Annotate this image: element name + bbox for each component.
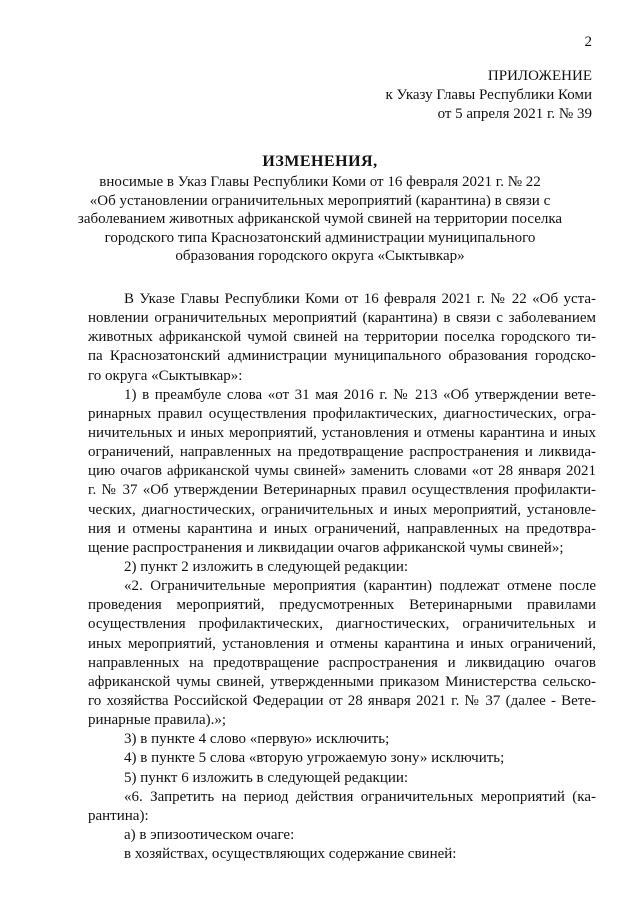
body-line: проведения мероприятий, предусмотренных Ветеринарными правилами bbox=[88, 597, 596, 614]
body-line: В Указе Главы Республики Коми от 16 февраля 2021 г. № 22 «Об уста- bbox=[124, 291, 596, 307]
body-line: а) в эпизоотическом очаге: bbox=[124, 826, 295, 843]
document-title: ИЗМЕНЕНИЯ, bbox=[262, 153, 378, 170]
appendix-line: к Указу Главы Республики Коми bbox=[385, 87, 592, 103]
body-line: ринарные правила).»; bbox=[88, 712, 227, 729]
body-line: направленных на предотвращение распространения и ликвидацию очагов bbox=[88, 654, 596, 671]
body-line: «6. Запретить на период действия ограничительных мероприятий (ка- bbox=[124, 788, 596, 805]
body-line: иных мероприятий, установления и отмены карантина и иных ограничений, bbox=[88, 635, 596, 652]
document-body bbox=[88, 290, 596, 864]
body-line: 2) пункт 2 изложить в следующей редакции: bbox=[124, 558, 409, 575]
body-line: щение распространения и ликвидации очагов африканской чумы свиней»; bbox=[88, 539, 564, 556]
body-line: па Краснозатонский администрации муниципального образования городско- bbox=[88, 348, 596, 365]
body-line: 4) в пункте 5 слова «вторую угрожаемую зону» исключить; bbox=[124, 750, 505, 767]
body-line: ничительных и иных мероприятий, установления и отмены карантина и иных bbox=[88, 424, 596, 441]
body-line: африканской чумы свиней, утвержденными приказом Министерства сельско- bbox=[88, 673, 596, 690]
subtitle-line: образования городского округа «Сыктывкар» bbox=[175, 248, 465, 264]
page-number: 2 bbox=[584, 34, 592, 50]
document-subtitle bbox=[70, 173, 570, 266]
subtitle-line: заболеванием животных африканской чумой свиней на территории поселка bbox=[77, 211, 563, 227]
body-line: рантина): bbox=[88, 807, 149, 824]
subtitle-line: городского типа Краснозатонский администрации муниципального bbox=[104, 229, 536, 246]
body-line: г. № 37 «Об утверждении Ветеринарных правил осуществления профилакти- bbox=[88, 482, 596, 499]
body-line: «2. Ограничительные мероприятия (карантин) подлежат отмене после bbox=[124, 578, 596, 595]
body-line: ограничений, направленных на предотвращение распространения и ликвида- bbox=[88, 444, 596, 461]
body-line: ния и отмены карантина и иных ограничений, направленных на предотвра- bbox=[88, 520, 596, 537]
body-line: 5) пункт 6 изложить в следующей редакции: bbox=[124, 769, 409, 786]
appendix-line: от 5 апреля 2021 г. № 39 bbox=[437, 106, 592, 122]
body-line: цию очагов африканской чумы свиней» заменить словами «от 28 января 2021 bbox=[88, 463, 596, 480]
subtitle-line: вносимые в Указ Главы Республики Коми от 16 февраля 2021 г. № 22 bbox=[99, 174, 541, 190]
body-line: новлении ограничительных мероприятий (карантина) в связи с заболеванием bbox=[88, 310, 596, 327]
body-line: в хозяйствах, осуществляющих содержание свиней: bbox=[124, 846, 457, 863]
appendix-heading: ПРИЛОЖЕНИЕ bbox=[487, 68, 592, 84]
body-line: 1) в преамбуле слова «от 31 мая 2016 г. № 213 «Об утверждении вете- bbox=[124, 386, 596, 403]
subtitle-line: «Об установлении ограничительных мероприятий (карантина) в связи с bbox=[89, 192, 551, 209]
appendix-block bbox=[385, 67, 592, 124]
body-line: 3) в пункте 4 слово «первую» исключить; bbox=[124, 731, 390, 748]
body-line: ческих, диагностических, ограничительных и иных мероприятий, установле- bbox=[88, 501, 596, 518]
body-line: го округа «Сыктывкар»: bbox=[88, 367, 243, 384]
body-line: го хозяйства Российской Федерации от 28 января 2021 г. № 37 (далее - Вете- bbox=[88, 692, 596, 709]
body-line: осуществления профилактических, диагностических, ограничительных и bbox=[88, 616, 596, 633]
body-line: ринарных правил осуществления профилактических, диагностических, огра- bbox=[88, 405, 596, 422]
body-line: животных африканской чумой свиней на территории поселка городского ти- bbox=[88, 329, 596, 346]
